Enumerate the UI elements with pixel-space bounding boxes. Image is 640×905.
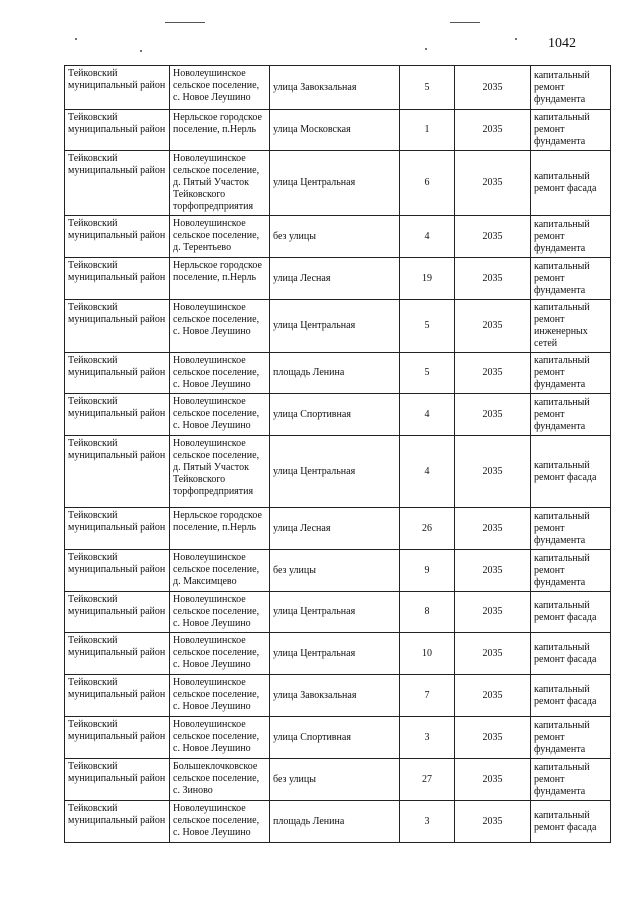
table-row bbox=[65, 300, 611, 353]
district-cell: Тейковский муниципальный район bbox=[65, 592, 170, 633]
street-cell: без улицы bbox=[270, 216, 400, 258]
table-row bbox=[65, 801, 611, 843]
table-row bbox=[65, 110, 611, 151]
work-type-cell: капитальный ремонт фундамента bbox=[531, 66, 611, 110]
house-number-cell: 3 bbox=[400, 801, 455, 843]
street-cell: улица Лесная bbox=[270, 258, 400, 300]
house-number-cell: 5 bbox=[400, 66, 455, 110]
year-cell: 2035 bbox=[455, 151, 531, 216]
street-cell: улица Центральная bbox=[270, 300, 400, 353]
scan-line bbox=[165, 22, 205, 23]
settlement-cell: Новолеушинское сельское поселение, с. Новое Леушино bbox=[170, 353, 270, 394]
house-number-cell: 26 bbox=[400, 508, 455, 550]
district-cell: Тейковский муниципальный район bbox=[65, 353, 170, 394]
house-number-cell: 10 bbox=[400, 633, 455, 675]
year-cell: 2035 bbox=[455, 717, 531, 759]
scan-dot bbox=[515, 38, 517, 40]
house-number-cell: 4 bbox=[400, 394, 455, 436]
street-cell: улица Центральная bbox=[270, 151, 400, 216]
year-cell: 2035 bbox=[455, 436, 531, 508]
house-number-cell: 5 bbox=[400, 300, 455, 353]
house-number-cell: 6 bbox=[400, 151, 455, 216]
street-cell: улица Центральная bbox=[270, 436, 400, 508]
street-cell: улица Лесная bbox=[270, 508, 400, 550]
house-number-cell: 19 bbox=[400, 258, 455, 300]
settlement-cell: Новолеушинское сельское поселение, с. Новое Леушино bbox=[170, 717, 270, 759]
table-row bbox=[65, 151, 611, 216]
work-type-cell: капитальный ремонт фундамента bbox=[531, 353, 611, 394]
house-number-cell: 27 bbox=[400, 759, 455, 801]
settlement-cell: Новолеушинское сельское поселение, д. Пятый Участок Тейковского торфопредприятия bbox=[170, 436, 270, 508]
settlement-cell: Большеклочковское сельское поселение, с. Зиново bbox=[170, 759, 270, 801]
settlement-cell: Новолеушинское сельское поселение, с. Новое Леушино bbox=[170, 66, 270, 110]
work-type-cell: капитальный ремонт фасада bbox=[531, 592, 611, 633]
table-row bbox=[65, 633, 611, 675]
house-number-cell: 8 bbox=[400, 592, 455, 633]
work-type-cell: капитальный ремонт фасада bbox=[531, 436, 611, 508]
work-type-cell: капитальный ремонт фундамента bbox=[531, 717, 611, 759]
year-cell: 2035 bbox=[455, 394, 531, 436]
work-type-cell: капитальный ремонт фасада bbox=[531, 801, 611, 843]
district-cell: Тейковский муниципальный район bbox=[65, 550, 170, 592]
work-type-cell: капитальный ремонт фундамента bbox=[531, 759, 611, 801]
work-type-cell: капитальный ремонт фундамента bbox=[531, 216, 611, 258]
settlement-cell: Новолеушинское сельское поселение, с. Новое Леушино bbox=[170, 300, 270, 353]
settlement-cell: Новолеушинское сельское поселение, д. Максимцево bbox=[170, 550, 270, 592]
street-cell: без улицы bbox=[270, 550, 400, 592]
table-body bbox=[65, 66, 611, 843]
district-cell: Тейковский муниципальный район bbox=[65, 151, 170, 216]
work-type-cell: капитальный ремонт фундамента bbox=[531, 508, 611, 550]
year-cell: 2035 bbox=[455, 353, 531, 394]
settlement-cell: Нерльское городское поселение, п.Нерль bbox=[170, 258, 270, 300]
house-number-cell: 3 bbox=[400, 717, 455, 759]
year-cell: 2035 bbox=[455, 801, 531, 843]
table-row bbox=[65, 759, 611, 801]
table-row bbox=[65, 550, 611, 592]
table-row bbox=[65, 717, 611, 759]
district-cell: Тейковский муниципальный район bbox=[65, 216, 170, 258]
district-cell: Тейковский муниципальный район bbox=[65, 675, 170, 717]
house-number-cell: 9 bbox=[400, 550, 455, 592]
table-row bbox=[65, 353, 611, 394]
district-cell: Тейковский муниципальный район bbox=[65, 801, 170, 843]
table-row bbox=[65, 436, 611, 508]
settlement-cell: Нерльское городское поселение, п.Нерль bbox=[170, 110, 270, 151]
house-number-cell: 1 bbox=[400, 110, 455, 151]
year-cell: 2035 bbox=[455, 508, 531, 550]
settlement-cell: Новолеушинское сельское поселение, с. Новое Леушино bbox=[170, 394, 270, 436]
district-cell: Тейковский муниципальный район bbox=[65, 717, 170, 759]
house-number-cell: 7 bbox=[400, 675, 455, 717]
year-cell: 2035 bbox=[455, 592, 531, 633]
settlement-cell: Новолеушинское сельское поселение, д. Терентьево bbox=[170, 216, 270, 258]
table-row bbox=[65, 216, 611, 258]
year-cell: 2035 bbox=[455, 110, 531, 151]
year-cell: 2035 bbox=[455, 66, 531, 110]
district-cell: Тейковский муниципальный район bbox=[65, 633, 170, 675]
settlement-cell: Нерльское городское поселение, п.Нерль bbox=[170, 508, 270, 550]
settlement-cell: Новолеушинское сельское поселение, с. Новое Леушино bbox=[170, 592, 270, 633]
district-cell: Тейковский муниципальный район bbox=[65, 300, 170, 353]
street-cell: площадь Ленина bbox=[270, 801, 400, 843]
year-cell: 2035 bbox=[455, 300, 531, 353]
house-number-cell: 4 bbox=[400, 216, 455, 258]
district-cell: Тейковский муниципальный район bbox=[65, 66, 170, 110]
settlement-cell: Новолеушинское сельское поселение, с. Новое Леушино bbox=[170, 675, 270, 717]
table-row bbox=[65, 508, 611, 550]
scan-line bbox=[450, 22, 480, 23]
year-cell: 2035 bbox=[455, 258, 531, 300]
work-type-cell: капитальный ремонт фасада bbox=[531, 633, 611, 675]
year-cell: 2035 bbox=[455, 633, 531, 675]
district-cell: Тейковский муниципальный район bbox=[65, 436, 170, 508]
scan-dot bbox=[75, 38, 77, 40]
district-cell: Тейковский муниципальный район bbox=[65, 759, 170, 801]
settlement-cell: Новолеушинское сельское поселение, с. Новое Леушино bbox=[170, 801, 270, 843]
housing-table bbox=[64, 65, 611, 843]
street-cell: улица Завокзальная bbox=[270, 675, 400, 717]
district-cell: Тейковский муниципальный район bbox=[65, 508, 170, 550]
house-number-cell: 5 bbox=[400, 353, 455, 394]
street-cell: улица Центральная bbox=[270, 592, 400, 633]
district-cell: Тейковский муниципальный район bbox=[65, 394, 170, 436]
district-cell: Тейковский муниципальный район bbox=[65, 110, 170, 151]
settlement-cell: Новолеушинское сельское поселение, д. Пятый Участок Тейковского торфопредприятия bbox=[170, 151, 270, 216]
year-cell: 2035 bbox=[455, 759, 531, 801]
street-cell: улица Спортивная bbox=[270, 717, 400, 759]
scan-dot bbox=[425, 48, 427, 50]
year-cell: 2035 bbox=[455, 216, 531, 258]
district-cell: Тейковский муниципальный район bbox=[65, 258, 170, 300]
table-row bbox=[65, 258, 611, 300]
street-cell: площадь Ленина bbox=[270, 353, 400, 394]
street-cell: улица Спортивная bbox=[270, 394, 400, 436]
page-number: 1042 bbox=[548, 36, 576, 51]
work-type-cell: капитальный ремонт фундамента bbox=[531, 110, 611, 151]
settlement-cell: Новолеушинское сельское поселение, с. Новое Леушино bbox=[170, 633, 270, 675]
work-type-cell: капитальный ремонт фундамента bbox=[531, 550, 611, 592]
street-cell: улица Центральная bbox=[270, 633, 400, 675]
table-row bbox=[65, 66, 611, 110]
table-row bbox=[65, 394, 611, 436]
year-cell: 2035 bbox=[455, 675, 531, 717]
work-type-cell: капитальный ремонт фасада bbox=[531, 151, 611, 216]
work-type-cell: капитальный ремонт фасада bbox=[531, 675, 611, 717]
house-number-cell: 4 bbox=[400, 436, 455, 508]
work-type-cell: капитальный ремонт фундамента bbox=[531, 258, 611, 300]
street-cell: без улицы bbox=[270, 759, 400, 801]
table-row bbox=[65, 675, 611, 717]
table-row bbox=[65, 592, 611, 633]
street-cell: улица Завокзальная bbox=[270, 66, 400, 110]
work-type-cell: капитальный ремонт фундамента bbox=[531, 394, 611, 436]
scan-dot bbox=[140, 50, 142, 52]
work-type-cell: капитальный ремонт инженерных сетей bbox=[531, 300, 611, 353]
street-cell: улица Московская bbox=[270, 110, 400, 151]
year-cell: 2035 bbox=[455, 550, 531, 592]
